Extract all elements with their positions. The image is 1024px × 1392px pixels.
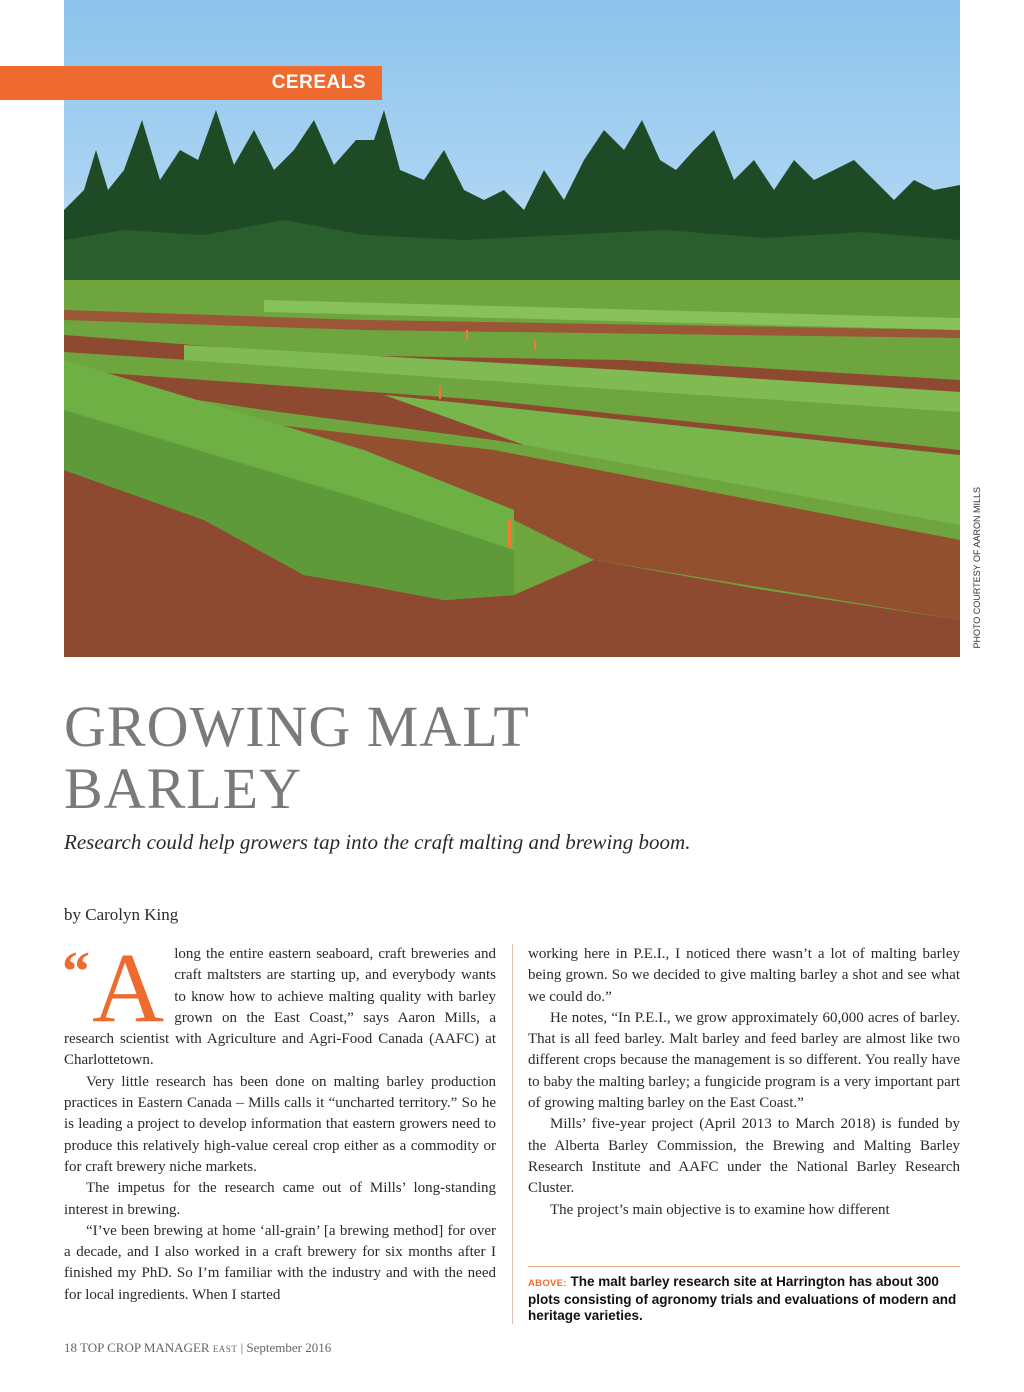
paragraph: “I’ve been brewing at home ‘all-grain’ [a brewing method] for over a decade, and I also worked in a craft brewery for six months after I finished my PhD. So I’m familiar with the industry and with the need for local ingredients. When I started	[64, 1222, 496, 1303]
paragraph: Very little research has been done on malting barley production practices in Eastern Canada – Mills calls it “uncharted territory.” So he is leading a project to develop information that eastern growers need to produce this relatively high-value cereal crop either as a commodity or for craft brewery niche markets.	[64, 1073, 496, 1175]
headline-line-2: BARLEY	[64, 756, 302, 821]
paragraph: working here in P.E.I., I noticed there wasn’t a lot of malting barley being grown. So we decided to give malting barley a shot and see what we could do.”	[528, 946, 960, 1005]
paragraph	[62, 932, 496, 1072]
article-column-right	[528, 944, 960, 1221]
paragraph: The impetus for the research came out of Mills’ long-standing interest in brewing.	[64, 1180, 496, 1218]
caption-rule	[528, 1266, 960, 1267]
article-column-left	[62, 932, 496, 1306]
paragraph-text: long the entire eastern seaboard, craft breweries and craft maltsters are starting up, and everybody wants to know how to achieve malting quality with barley grown on the East Coast,” says Aaron Mills, a research scientist with Agriculture and Agri-Food Canada (AAFC) at Charlottetown.	[64, 946, 496, 1069]
paragraph: Mills’ five-year project (April 2013 to March 2018) is funded by the Alberta Barley Commission, the Brewing and Malting Barley Research Institute and AAFC under the National Barley Research Cluster.	[528, 1116, 960, 1197]
byline: by Carolyn King	[64, 905, 179, 924]
section-tag: CEREALS	[0, 66, 382, 100]
magazine-edition: EAST	[212, 1344, 238, 1354]
article-headline	[64, 696, 764, 820]
dropcap-letter: A	[92, 932, 165, 1043]
column-divider	[512, 944, 513, 1324]
issue-date: September 2016	[246, 1340, 332, 1355]
headline-line-1: GROWING MALT	[64, 694, 530, 759]
magazine-name: TOP CROP MANAGER	[80, 1340, 210, 1355]
page-number: 18	[64, 1340, 77, 1355]
photo-caption	[528, 1274, 960, 1324]
page-footer	[64, 1340, 331, 1356]
article-deck: Research could help growers tap into the craft malting and brewing boom.	[64, 830, 691, 854]
photo-credit: PHOTO COURTESY OF AARON MILLS	[972, 487, 982, 649]
paragraph: The project’s main objective is to examine how different	[550, 1201, 890, 1218]
caption-lead: ABOVE:	[528, 1278, 567, 1289]
caption-text: The malt barley research site at Harrington has about 300 plots consisting of agronomy trials and evaluations of modern and heritage varieties.	[528, 1274, 957, 1323]
footer-separator: |	[240, 1340, 244, 1355]
dropcap-quote: “	[62, 941, 90, 1003]
paragraph: He notes, “In P.E.I., we grow approximately 60,000 acres of barley. That is all feed barley. Malt barley and feed barley are almost like two different crops because the management is so different. You really have to baby the malting barley; a fungicide program is a very important part of growing malting barley on the East Coast.”	[528, 1009, 960, 1112]
